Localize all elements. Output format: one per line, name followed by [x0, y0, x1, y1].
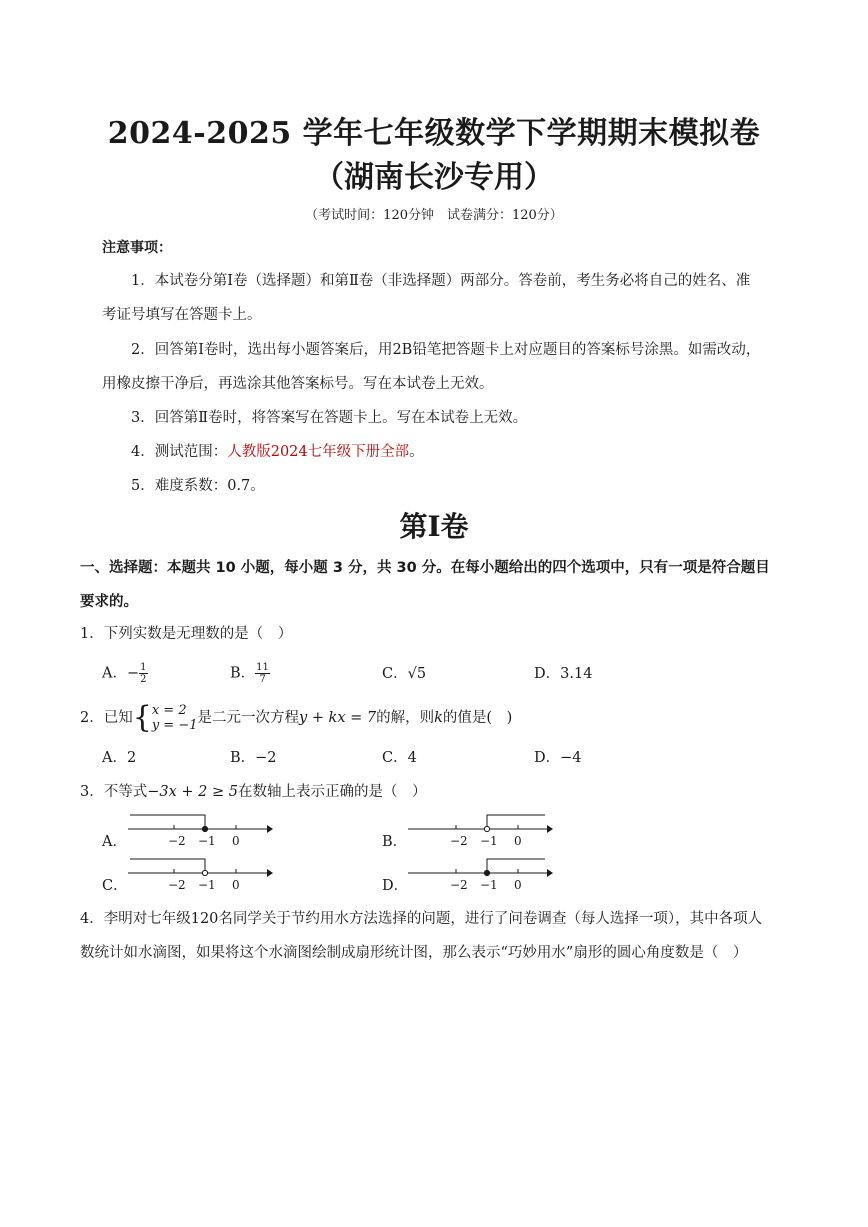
exam-info: （考试时间：120分钟 试卷满分：120分） [305, 208, 563, 223]
q2-text-mid: 是二元一次方程 [197, 710, 299, 726]
q2-system-line-1: x = 2 [151, 703, 187, 718]
q2-number: 2．已知 [80, 710, 133, 726]
q1-b-denominator: 7 [259, 674, 266, 685]
tick-label-minus-2: −2 [450, 834, 468, 848]
q2-system-line-2: y = −1 [151, 718, 198, 733]
notice-item-2-line-2: 用橡皮擦干净后，再选涂其他答案标号。写在本试卷上无效。 [102, 376, 494, 392]
q1-a-numerator: 1 [140, 662, 147, 673]
open-point [484, 826, 489, 831]
q2-stem [80, 700, 513, 735]
q1-a-sign: − [126, 665, 140, 682]
q1-b-label: B． [230, 665, 256, 682]
exam-subtitle: （湖南长沙专用） [314, 160, 554, 195]
solid-point [484, 870, 489, 875]
exam-title: 2024-2025 学年七年级数学下学期期末模拟卷 [107, 116, 761, 151]
q1-a-denominator: 2 [140, 674, 147, 685]
tick-label-minus-1: −1 [480, 878, 498, 892]
section-1-line-2: 要求的。 [80, 594, 138, 610]
solution-ray [130, 859, 205, 873]
q1-b-fraction [255, 662, 270, 685]
q2-variable: k [434, 710, 443, 726]
tick-label-0: 0 [514, 834, 522, 848]
test-scope: 人教版2024七年级下册全部 [227, 444, 410, 460]
q1-option-d [534, 664, 592, 684]
solid-point [202, 826, 207, 831]
q3-stem [80, 782, 426, 802]
q3-number-line-b [408, 812, 553, 848]
q1-option-b [230, 662, 270, 685]
q3-number-line-a [128, 812, 273, 848]
q1-stem: 1．下列实数是无理数的是（ ） [80, 626, 293, 642]
solution-ray [487, 815, 545, 829]
volume-title: 第Ⅰ卷 [399, 510, 469, 543]
q2-option-d: D．−4 [534, 750, 582, 766]
q1-a-label: A． [102, 665, 127, 682]
notice-item-1-line-1: 1．本试卷分第Ⅰ卷（选择题）和第Ⅱ卷（非选择题）两部分。答卷前，考生务必将自己的姓名、准 [131, 273, 751, 289]
notice-item-5: 5．难度系数：0.7。 [131, 478, 265, 494]
q1-option-a [102, 662, 148, 685]
axis-arrow [547, 825, 553, 833]
tick-label-minus-1: −1 [198, 878, 216, 892]
q2-equation: y + kx = 7 [299, 710, 377, 726]
q3-b-label: B． [382, 834, 408, 850]
q2-option-a: A．2 [102, 750, 137, 766]
axis-arrow [267, 869, 273, 877]
q3-stem-prefix: 3．不等式 [80, 784, 148, 800]
tick-label-minus-2: −2 [450, 878, 468, 892]
tick-label-minus-2: −2 [168, 878, 186, 892]
notice-item-2-line-1: 2．回答第Ⅰ卷时，选出每小题答案后，用2B铅笔把答题卡上对应题目的答案标号涂黑。如需改动， [131, 342, 761, 358]
q4-stem-line-2: 数统计如水滴图，如果将这个水滴图绘制成扇形统计图，那么表示“巧妙用水”扇形的圆心角度数是（ ） [80, 945, 748, 961]
q2-brace: { [132, 700, 152, 735]
q2-text-end: 的值是( ) [442, 710, 513, 726]
q3-a-label: A． [102, 834, 127, 850]
tick-label-0: 0 [514, 878, 522, 892]
notice-item-4 [131, 442, 424, 462]
q1-option-c [382, 664, 426, 684]
notice-item-4-suffix: 。 [409, 444, 424, 460]
q1-b-numerator: 11 [256, 662, 269, 673]
notice-item-1-line-2: 考证号填写在答题卡上。 [102, 307, 262, 323]
notice-item-4-prefix: 4．测试范围： [131, 444, 228, 460]
q1-d-value: 3.14 [560, 666, 593, 682]
tick-label-0: 0 [232, 878, 240, 892]
notice-heading: 注意事项： [102, 240, 172, 256]
q2-option-c: C．4 [382, 750, 417, 766]
q1-d-label: D． [534, 666, 561, 682]
section-1-line-1: 一、选择题：本题共 10 小题，每小题 3 分，共 30 分。在每小题给出的四个选项中，只有一项是符合题目 [80, 560, 770, 576]
tick-label-minus-1: −1 [480, 834, 498, 848]
tick-label-0: 0 [232, 834, 240, 848]
tick-label-minus-1: −1 [198, 834, 216, 848]
q3-d-label: D． [382, 878, 409, 894]
q2-text-mid2: 的解，则 [376, 710, 435, 726]
axis-arrow [547, 869, 553, 877]
notice-item-3: 3．回答第Ⅱ卷时，将答案写在答题卡上。写在本试卷上无效。 [131, 410, 528, 426]
solution-ray [130, 815, 205, 829]
q3-c-label: C． [102, 878, 128, 894]
q1-a-fraction [139, 662, 147, 685]
solution-ray [487, 859, 545, 873]
q4-stem-line-1: 4．李明对七年级120名同学关于节约用水方法选择的问题，进行了问卷调查（每人选择一项），其中各项人 [80, 911, 763, 927]
q1-c-label: C． [382, 666, 408, 682]
q1-c-value: √5 [407, 666, 427, 682]
q2-option-b: B．−2 [230, 750, 277, 766]
q3-number-line-d [408, 856, 553, 892]
tick-label-minus-2: −2 [168, 834, 186, 848]
q2-system [152, 703, 198, 733]
axis-arrow [267, 825, 273, 833]
open-point [202, 870, 207, 875]
q3-number-line-c [128, 856, 273, 892]
q3-inequality: −3x + 2 ≥ 5 [147, 784, 238, 800]
q3-stem-suffix: 在数轴上表示正确的是（ ） [237, 784, 427, 800]
